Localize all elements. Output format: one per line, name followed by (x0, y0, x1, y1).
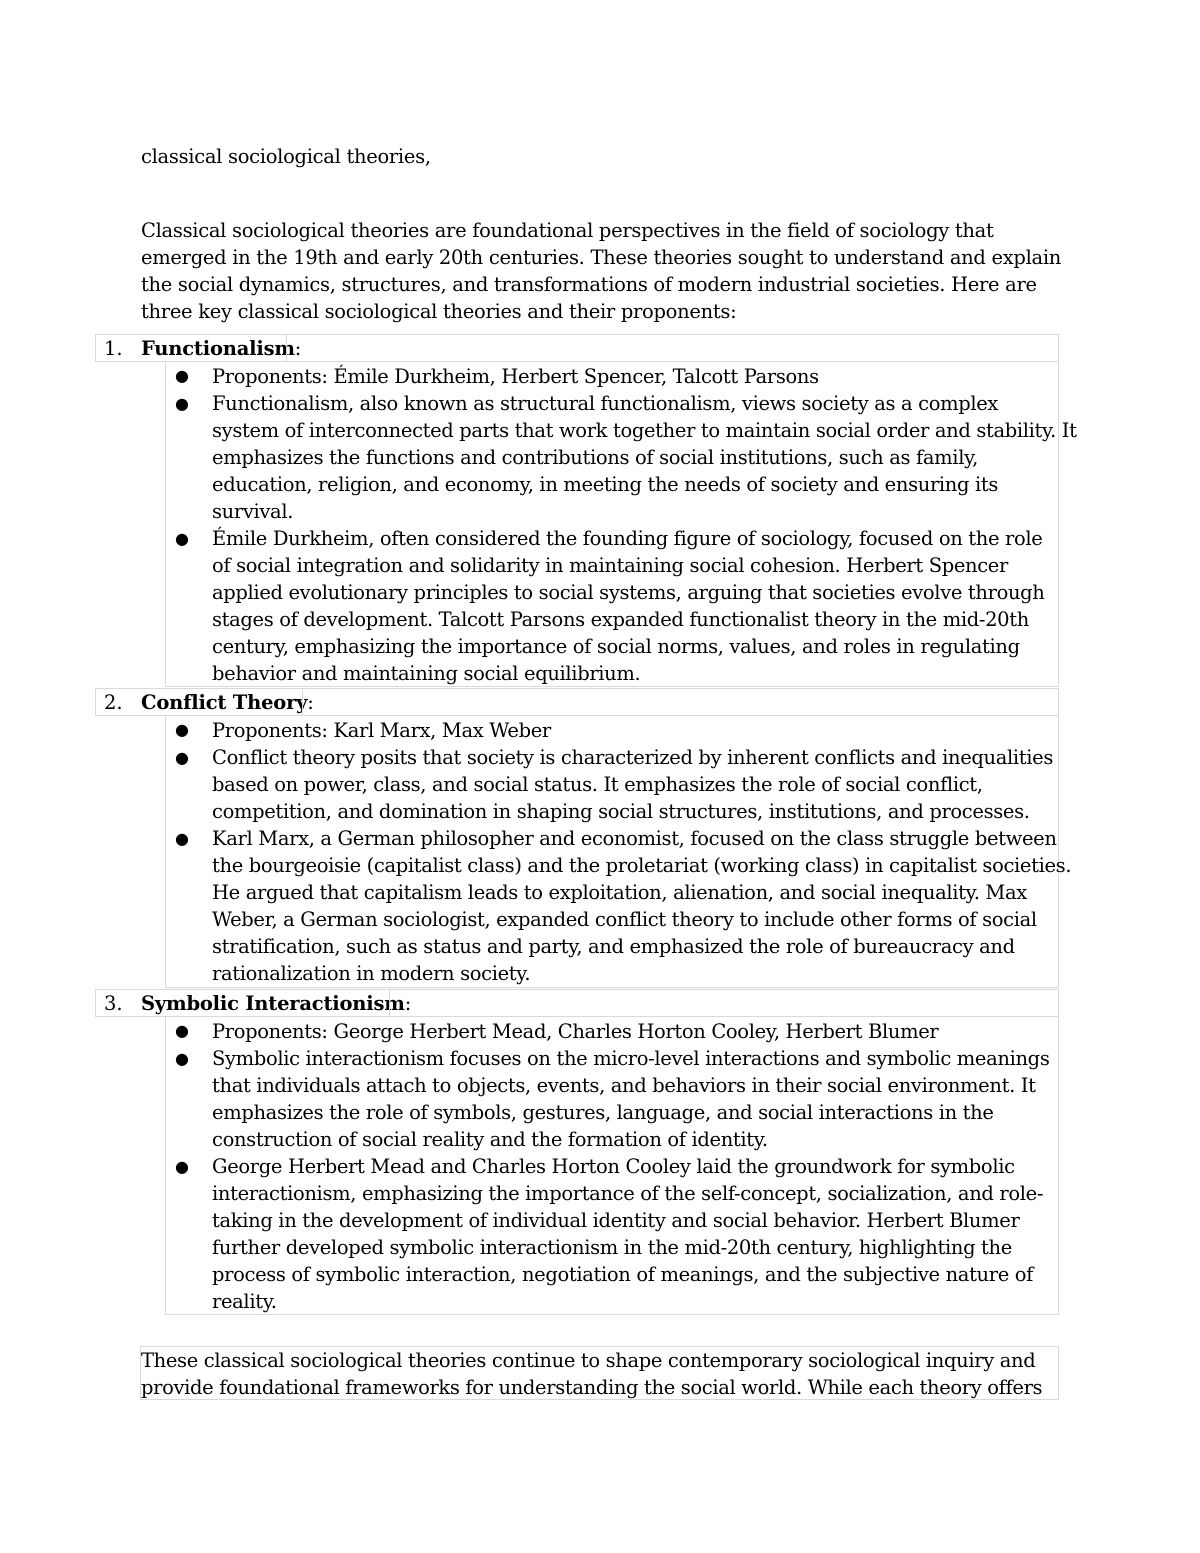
bullet-item (166, 744, 1058, 825)
bullet-line: Proponents: Karl Marx, Max Weber (212, 719, 551, 742)
bullet-icon: ● (175, 366, 189, 385)
bullet-line: interactionism, emphasizing the importance of the self-concept, socialization, and role- (212, 1182, 1044, 1205)
bullet-line: stratification, such as status and party, and emphasized the role of bureaucracy and (212, 935, 1015, 958)
bullet-line: emphasizes the functions and contributions of social institutions, such as family, (212, 446, 979, 469)
bullet-line: Weber, a German sociologist, expanded conflict theory to include other forms of social (212, 908, 1037, 931)
bullet-line: Proponents: Émile Durkheim, Herbert Spencer, Talcott Parsons (212, 365, 819, 388)
bullet-item (166, 1017, 1058, 1045)
bullet-icon: ● (175, 1049, 189, 1068)
intro-line: emerged in the 19th and early 20th centuries. These theories sought to understand and explain (141, 246, 1062, 269)
bullet-line: He argued that capitalism leads to exploitation, alienation, and social inequality. Max (212, 881, 1027, 904)
heading-highlight-box (141, 688, 303, 716)
bullet-line: George Herbert Mead and Charles Horton Cooley laid the groundwork for symbolic (212, 1155, 1015, 1178)
bullet-line: emphasizes the role of symbols, gestures, language, and social interactions in the (212, 1101, 994, 1124)
bullet-line: stages of development. Talcott Parsons expanded functionalist theory in the mid-20th (212, 608, 1029, 631)
bullet-item (166, 525, 1058, 687)
bullet-line: taking in the development of individual identity and social behavior. Herbert Blumer (212, 1209, 1020, 1232)
bullet-line: system of interconnected parts that work together to maintain social order and stability. It (212, 419, 1077, 442)
bullet-line: Symbolic interactionism focuses on the micro-level interactions and symbolic meanings (212, 1047, 1050, 1070)
heading-highlight-box (141, 989, 390, 1017)
closing-paragraph (140, 1346, 1059, 1400)
bullet-line: Proponents: George Herbert Mead, Charles Horton Cooley, Herbert Blumer (212, 1020, 939, 1043)
closing-line: These classical sociological theories continue to shape contemporary sociological inquiry and (141, 1349, 1036, 1372)
bullet-line: applied evolutionary principles to social systems, arguing that societies evolve through (212, 581, 1045, 604)
bullet-line: education, religion, and economy, in meeting the needs of society and ensuring its (212, 473, 999, 496)
section-title: Symbolic Interactionism (141, 992, 405, 1015)
section-suffix: : (307, 691, 314, 714)
bullet-line: century, emphasizing the importance of social norms, values, and roles in regulating (212, 635, 1020, 658)
bullet-icon: ● (175, 748, 189, 767)
bullet-line: based on power, class, and social status. It emphasizes the role of social conflict, (212, 773, 983, 796)
section-bullets-symbolic-interactionism (165, 1017, 1059, 1315)
bullet-line: competition, and domination in shaping social structures, institutions, and processes. (212, 800, 1030, 823)
bullet-line: Émile Durkheim, often considered the founding figure of sociology, focused on the role (212, 527, 1043, 550)
bullet-item (166, 1045, 1058, 1153)
section-title: Conflict Theory (141, 691, 308, 714)
bullet-item (166, 390, 1077, 525)
heading-highlight-box (141, 334, 287, 362)
intro-paragraph (141, 217, 1062, 325)
intro-line: Classical sociological theories are foundational perspectives in the field of sociology that (141, 219, 994, 242)
bullet-line: Functionalism, also known as structural functionalism, views society as a complex (212, 392, 999, 415)
bullet-icon: ● (175, 1021, 189, 1040)
closing-line: provide foundational frameworks for understanding the social world. While each theory offers (141, 1376, 1043, 1399)
section-title: Functionalism (141, 337, 295, 360)
section-heading-row-symbolic-interactionism (95, 989, 1059, 1017)
section-heading-row-conflict-theory (95, 688, 1059, 716)
bullet-line: that individuals attach to objects, events, and behaviors in their social environment. It (212, 1074, 1036, 1097)
bullet-line: process of symbolic interaction, negotiation of meanings, and the subjective nature of (212, 1263, 1034, 1286)
bullet-item (166, 362, 1058, 390)
bullet-icon: ● (175, 529, 189, 548)
section-number: 3. (104, 992, 123, 1015)
section-suffix: : (404, 992, 412, 1015)
intro-line: three key classical sociological theories and their proponents: (141, 300, 737, 323)
bullet-line: Karl Marx, a German philosopher and economist, focused on the class struggle between (212, 827, 1057, 850)
bullet-line: behavior and maintaining social equilibrium. (212, 662, 641, 685)
bullet-line: rationalization in modern society. (212, 962, 531, 985)
bullet-line: survival. (212, 500, 294, 523)
section-suffix: : (294, 337, 302, 360)
section-bullets-conflict-theory (165, 716, 1072, 988)
section-number: 2. (104, 691, 123, 714)
section-bullets-functionalism (165, 362, 1077, 687)
document-title: classical sociological theories, (141, 145, 431, 168)
bullet-item (166, 825, 1072, 987)
intro-line: the social dynamics, structures, and transformations of modern industrial societies. Here are (141, 273, 1037, 296)
section-number: 1. (104, 337, 123, 360)
bullet-icon: ● (175, 394, 189, 413)
bullet-icon: ● (175, 1157, 189, 1176)
bullet-line: further developed symbolic interactionism in the mid-20th century, highlighting the (212, 1236, 1012, 1259)
bullet-line: of social integration and solidarity in maintaining social cohesion. Herbert Spencer (212, 554, 1008, 577)
bullet-line: Conflict theory posits that society is characterized by inherent conflicts and inequalities (212, 746, 1054, 769)
bullet-line: construction of social reality and the formation of identity. (212, 1128, 768, 1151)
bullet-icon: ● (175, 829, 189, 848)
bullet-item (166, 1153, 1058, 1315)
bullet-icon: ● (175, 720, 189, 739)
bullet-line: the bourgeoisie (capitalist class) and the proletariat (working class) in capitalist societies. (212, 854, 1072, 877)
bullet-line: reality. (212, 1290, 277, 1313)
section-heading-row-functionalism (95, 334, 1059, 362)
bullet-item (166, 716, 1058, 744)
